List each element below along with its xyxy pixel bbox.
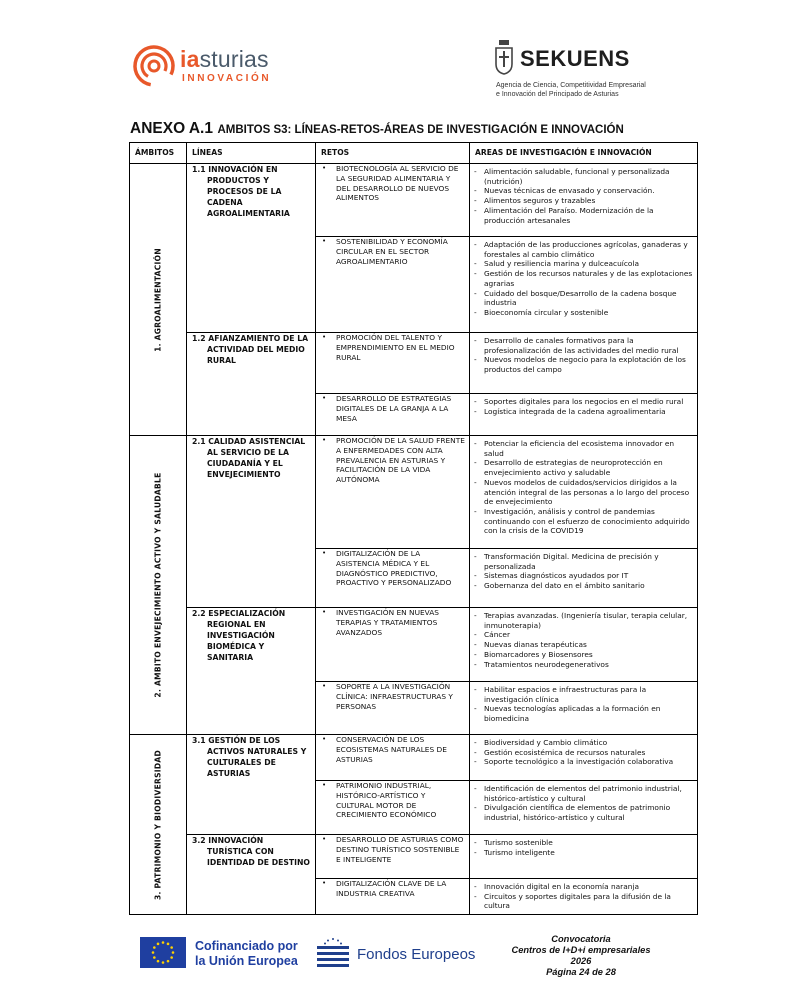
reto-cell <box>316 549 470 608</box>
linea-cell <box>187 735 316 835</box>
area-text: Nuevas técnicas de envasado y conservación. <box>484 186 655 196</box>
reto-label: PROMOCIÓN DEL TALENTO Y EMPRENDIMIENTO EN EL MEDIO RURAL <box>336 333 455 362</box>
area-text: Cáncer <box>484 630 511 640</box>
area-cell <box>470 436 698 549</box>
area-item <box>474 803 693 822</box>
area-item <box>474 407 693 417</box>
area-text: Logística integrada de la cadena agroalimentaria <box>484 406 666 416</box>
area-list <box>470 835 697 859</box>
reto-cell <box>316 608 470 682</box>
area-text: Turismo sostenible <box>484 838 553 847</box>
area-text: Nuevas dianas terapéuticas <box>484 640 587 650</box>
linea-label: 2.1 CALIDAD ASISTENCIAL AL SERVICIO DE LA CIUDADANÍA Y EL ENVEJECIMIENTO <box>192 437 306 479</box>
area-item <box>474 458 693 477</box>
area-text: Biodiversidad y Cambio climático <box>484 738 608 747</box>
linea-label: 1.2 AFIANZAMIENTO DE LA ACTIVIDAD DEL MEDIO RURAL <box>192 334 309 365</box>
iasturias-subtitle: INNOVACIÓN <box>182 73 272 84</box>
area-text: Biomarcadores y Biosensores <box>484 649 593 659</box>
reto-item <box>316 608 469 637</box>
reto-label: DESARROLLO DE ESTRATEGIAS DIGITALES DE LA GRANJA A LA MESA <box>336 394 452 423</box>
area-item <box>474 439 693 458</box>
area-item <box>474 289 693 308</box>
reto-cell <box>316 835 470 879</box>
area-item <box>474 355 693 374</box>
dash-icon: - <box>474 205 477 215</box>
bullet-icon: • <box>322 682 327 690</box>
area-text: Salud y resiliencia marina y dulceacuícola <box>484 259 640 269</box>
area-item <box>474 240 693 259</box>
asturias-crest-icon <box>494 40 514 76</box>
bullet-icon: • <box>322 781 327 789</box>
page-number: Página 24 de 28 <box>546 967 616 977</box>
reto-cell <box>316 735 470 781</box>
eu-star-icon <box>157 960 160 963</box>
reto-cell <box>316 781 470 835</box>
eu-star-icon <box>153 956 156 959</box>
area-text: Cuidado del bosque/Desarrollo de la cadena bosque industria <box>484 288 677 308</box>
dash-icon: - <box>474 659 477 669</box>
reto-label: SOSTENIBILIDAD Y ECONOMÍA CIRCULAR EN EL SECTOR AGROALIMENTARIO <box>336 237 448 266</box>
dash-icon: - <box>474 757 477 767</box>
dash-icon: - <box>474 738 477 747</box>
area-text: Circuitos y soportes digitales para la difusión de la cultura <box>484 891 671 911</box>
area-item <box>474 640 693 650</box>
iasturias-logo <box>132 42 292 90</box>
area-list <box>470 879 697 913</box>
bullet-icon: • <box>322 835 327 843</box>
eu-star-icon <box>167 960 170 963</box>
ambito-label: 3. PATRIMONIO Y BIODIVERSIDAD <box>153 749 163 900</box>
reto-item <box>316 835 469 864</box>
area-item <box>474 336 693 355</box>
area-item <box>474 186 693 196</box>
linea-label: 3.2 INNOVACIÓN TURÍSTICA CON IDENTIDAD DE DESTINO <box>192 836 310 867</box>
area-item <box>474 892 693 911</box>
area-text: Adaptación de las producciones agrícolas, ganaderas y forestales al cambio climático <box>484 240 688 259</box>
area-item <box>474 660 693 670</box>
dash-icon: - <box>474 882 477 891</box>
ambito-cell <box>130 735 187 915</box>
area-cell <box>470 394 698 436</box>
dash-icon: - <box>474 439 477 448</box>
header-retos: RETOS <box>316 143 470 164</box>
table-row <box>130 835 698 879</box>
reto-item <box>316 333 469 362</box>
dash-icon: - <box>474 847 477 857</box>
eu-star-icon <box>172 951 175 954</box>
area-item <box>474 196 693 206</box>
ambito-cell <box>130 164 187 436</box>
area-item <box>474 611 693 630</box>
reto-item <box>316 735 469 764</box>
linea-cell <box>187 164 316 333</box>
area-text: Divulgación científica de elementos de patrimonio industrial, histórico-artístico y cultural <box>484 803 671 823</box>
reto-item <box>316 436 469 485</box>
linea-cell <box>187 608 316 735</box>
area-text: Nuevos modelos de negocio para la explotación de los productos del campo <box>484 355 686 375</box>
reto-label: DIGITALIZACIÓN CLAVE DE LA INDUSTRIA CREATIVA <box>336 879 447 898</box>
dash-icon: - <box>474 685 477 694</box>
area-text: Identificación de elementos del patrimonio industrial, histórico-artístico y cultural <box>484 784 682 803</box>
area-cell <box>470 682 698 735</box>
linea-cell <box>187 333 316 436</box>
convocatoria-block <box>496 934 666 978</box>
dash-icon: - <box>474 196 477 206</box>
area-cell <box>470 879 698 915</box>
dash-icon: - <box>474 891 477 901</box>
table-row <box>130 164 698 237</box>
bullet-icon: • <box>322 549 327 557</box>
reto-item <box>316 879 469 899</box>
area-item <box>474 882 693 892</box>
area-cell <box>470 835 698 879</box>
table-header-row <box>130 143 698 164</box>
dash-icon: - <box>474 186 477 196</box>
bullet-icon: • <box>322 608 327 616</box>
sekuens-logo <box>494 38 664 102</box>
reto-label: INVESTIGACIÓN EN NUEVAS TERAPIAS Y TRATAMIENTOS AVANZADOS <box>336 608 439 637</box>
area-cell <box>470 781 698 835</box>
dash-icon: - <box>474 307 477 317</box>
reto-label: DIGITALIZACIÓN DE LA ASISTENCIA MÉDICA Y EL DIAGNÓSTICO PREDICTIVO, PROACTIVO Y PERSONALIZADO <box>336 549 452 588</box>
area-item <box>474 269 693 288</box>
area-text: Turismo inteligente <box>484 847 555 857</box>
sekuens-wordmark: SEKUENS <box>520 46 630 71</box>
table-row <box>130 608 698 682</box>
reto-label: BIOTECNOLOGÍA AL SERVICIO DE LA SEGURIDAD ALIMENTARIA Y DEL DESARROLLO DE NUEVOS ALIMENTOS <box>336 164 459 203</box>
table-row <box>130 333 698 394</box>
area-text: Bioeconomía circular y sostenible <box>484 307 609 317</box>
eu-star-icon <box>167 943 170 946</box>
area-item <box>474 630 693 640</box>
eu-line-2: la Unión Europea <box>195 954 298 968</box>
dash-icon: - <box>474 704 477 714</box>
table-body <box>130 164 698 915</box>
eu-star-icon <box>162 961 165 964</box>
area-item <box>474 838 693 848</box>
linea-label: 2.2 ESPECIALIZACIÓN REGIONAL EN INVESTIGACIÓN BIOMÉDICA Y SANITARIA <box>192 609 286 662</box>
area-list <box>470 164 697 227</box>
eu-star-icon <box>170 946 173 949</box>
eu-star-icon <box>157 943 160 946</box>
dash-icon: - <box>474 640 477 650</box>
table-row <box>130 735 698 781</box>
area-cell <box>470 333 698 394</box>
area-list <box>470 237 697 320</box>
dash-icon: - <box>474 240 477 249</box>
area-text: Tratamientos neurodegenerativos <box>484 659 609 669</box>
ambito-cell <box>130 436 187 735</box>
area-text: Habilitar espacios e infraestructuras para la investigación clínica <box>484 685 647 704</box>
reto-label: DESARROLLO DE ASTURIAS COMO DESTINO TURÍSTICO SOSTENIBLE E INTELIGENTE <box>336 835 464 864</box>
annex-heading: AMBITOS S3: LÍNEAS-RETOS-ÁREAS DE INVESTIGACIÓN E INNOVACIÓN <box>217 124 624 136</box>
dash-icon: - <box>474 167 477 176</box>
table-row <box>130 436 698 549</box>
bullet-icon: • <box>322 436 327 444</box>
eu-star-icon <box>170 956 173 959</box>
area-list <box>470 333 697 377</box>
area-text: Potenciar la eficiencia del ecosistema innovador en salud <box>484 439 675 458</box>
area-item <box>474 650 693 660</box>
bullet-icon: • <box>322 879 327 887</box>
area-item <box>474 552 693 571</box>
header-ambitos: ÁMBITOS <box>130 143 187 164</box>
annex-title <box>130 120 624 138</box>
conv-title: Convocatoria <box>551 934 611 944</box>
area-item <box>474 748 693 758</box>
area-text: Innovación digital en la economía naranja <box>484 882 639 891</box>
eu-star-icon <box>153 946 156 949</box>
reto-cell <box>316 164 470 237</box>
area-list <box>470 394 697 418</box>
conv-subtitle: Centros de I+D+i empresariales <box>511 945 651 955</box>
reto-item <box>316 682 469 711</box>
reto-cell <box>316 394 470 436</box>
bullet-icon: • <box>322 735 327 743</box>
reto-cell <box>316 333 470 394</box>
reto-item <box>316 781 469 820</box>
area-item <box>474 507 693 536</box>
area-item <box>474 308 693 318</box>
header-areas: AREAS DE INVESTIGACIÓN E INNOVACIÓN <box>470 143 698 164</box>
dash-icon: - <box>474 288 477 298</box>
reto-label: PROMOCIÓN DE LA SALUD FRENTE A ENFERMEDADES CON ALTA PREVALENCIA EN ASTURIAS Y FACILITACIÓN DE LA VIDA AUTÓNOMA <box>336 436 465 485</box>
dash-icon: - <box>474 611 477 620</box>
dash-icon: - <box>474 552 477 561</box>
area-text: Terapias avanzadas. (Ingeniería tisular, terapia celular, inmunoterapia) <box>484 611 688 630</box>
reto-item <box>316 237 469 266</box>
dash-icon: - <box>474 458 477 468</box>
eu-flag-icon <box>140 937 186 968</box>
sekuens-tagline-1: Agencia de Ciencia, Competitividad Empresarial <box>496 82 646 89</box>
dash-icon: - <box>474 259 477 269</box>
area-cell <box>470 164 698 237</box>
area-text: Nuevas tecnologías aplicadas a la formación en biomedicina <box>484 704 661 724</box>
area-text: Alimentación del Paraíso. Modernización de la producción artesanales <box>484 205 654 225</box>
area-item <box>474 259 693 269</box>
conv-year: 2026 <box>570 956 592 966</box>
dash-icon: - <box>474 581 477 591</box>
bullet-icon: • <box>322 394 327 402</box>
reto-item <box>316 394 469 423</box>
area-text: Nuevos modelos de cuidados/servicios dirigidos a la atención integral de las personas a lo largo del proceso de envejecimiento <box>484 477 690 507</box>
iasturias-wordmark: iasturias <box>180 46 269 72</box>
area-list <box>470 781 697 825</box>
sekuens-tagline-2: e Innovación del Principado de Asturias <box>496 91 619 98</box>
reto-item <box>316 164 469 203</box>
dash-icon: - <box>474 803 477 813</box>
eu-star-icon <box>162 941 165 944</box>
area-list <box>470 682 697 726</box>
dash-icon: - <box>474 838 477 847</box>
ambito-label: 1. AGROALIMENTACIÓN <box>153 247 163 352</box>
reto-label: SOPORTE A LA INVESTIGACIÓN CLÍNICA: INFRAESTRUCTURAS Y PERSONAS <box>336 682 453 711</box>
annex-prefix: ANEXO A.1 <box>130 120 213 137</box>
area-cell <box>470 237 698 333</box>
area-cell <box>470 549 698 608</box>
reto-cell <box>316 436 470 549</box>
eu-cofinanced-label <box>195 939 298 969</box>
area-text: Desarrollo de canales formativos para la profesionalización de las actividades del medio rural <box>484 336 679 355</box>
area-text: Soportes digitales para los negocios en el medio rural <box>484 397 684 406</box>
area-list <box>470 549 697 593</box>
dash-icon: - <box>474 784 477 793</box>
iasturias-circles-icon <box>132 44 176 88</box>
area-text: Investigación, análisis y control de pandemias continuando con el esfuerzo de conocimiento adquirido con la crisis de la COVID19 <box>484 506 690 536</box>
area-list <box>470 735 697 769</box>
area-text: Alimentación saludable, funcional y personalizada (nutrición) <box>484 167 670 186</box>
linea-label: 3.1 GESTIÓN DE LOS ACTIVOS NATURALES Y CULTURALES DE ASTURIAS <box>192 736 307 778</box>
s3-table <box>129 142 698 915</box>
area-item <box>474 167 693 186</box>
area-list <box>470 436 697 538</box>
reto-item <box>316 549 469 588</box>
area-item <box>474 757 693 767</box>
eu-line-1: Cofinanciado por <box>195 939 298 953</box>
linea-cell <box>187 436 316 608</box>
area-text: Soporte tecnológico a la investigación colaborativa <box>484 757 674 767</box>
reto-label: CONSERVACIÓN DE LOS ECOSISTEMAS NATURALES DE ASTURIAS <box>336 735 447 764</box>
dash-icon: - <box>474 747 477 757</box>
area-cell <box>470 608 698 682</box>
dash-icon: - <box>474 506 477 516</box>
area-item <box>474 206 693 225</box>
area-item <box>474 738 693 748</box>
bullet-icon: • <box>322 333 327 341</box>
area-item <box>474 704 693 723</box>
area-item <box>474 685 693 704</box>
eu-star-icon <box>152 951 155 954</box>
reto-label: PATRIMONIO INDUSTRIAL, HISTÓRICO-ARTÍSTICO Y CULTURAL MOTOR DE CRECIMIENTO ECONÓMICO <box>336 781 437 820</box>
area-item <box>474 397 693 407</box>
area-item <box>474 571 693 581</box>
area-text: Gestión de los recursos naturales y de las explotaciones agrarias <box>484 269 693 288</box>
area-text: Alimentos seguros y trazables <box>484 196 596 206</box>
area-text: Sistemas diagnósticos ayudados por IT <box>484 571 629 581</box>
bullet-icon: • <box>322 164 327 172</box>
dash-icon: - <box>474 649 477 659</box>
area-list <box>470 608 697 671</box>
dash-icon: - <box>474 406 477 416</box>
area-item <box>474 784 693 803</box>
dash-icon: - <box>474 269 477 279</box>
area-item <box>474 581 693 591</box>
fondos-europeos-icon <box>313 937 353 969</box>
bullet-icon: • <box>322 237 327 245</box>
fondos-europeos-label: Fondos Europeos <box>357 946 476 963</box>
linea-label: 1.1 INNOVACIÓN EN PRODUCTOS Y PROCESOS DE LA CADENA AGROALIMENTARIA <box>192 165 290 218</box>
reto-cell <box>316 682 470 735</box>
dash-icon: - <box>474 630 477 640</box>
dash-icon: - <box>474 571 477 581</box>
area-item <box>474 848 693 858</box>
dash-icon: - <box>474 336 477 345</box>
area-text: Desarrollo de estrategias de neuroprotección en envejecimiento activo y saludable <box>484 458 663 478</box>
reto-cell <box>316 237 470 333</box>
area-text: Transformación Digital. Medicina de precisión y personalizada <box>484 552 659 571</box>
ambito-label: 2. AMBITO ENVEJECIMIENTO ACTIVO Y SALUDABLE <box>153 472 163 698</box>
reto-cell <box>316 879 470 915</box>
area-cell <box>470 735 698 781</box>
header-lineas: LÍNEAS <box>187 143 316 164</box>
dash-icon: - <box>474 355 477 365</box>
dash-icon: - <box>474 397 477 406</box>
linea-cell <box>187 835 316 915</box>
area-text: Gobernanza del dato en el ámbito sanitario <box>484 581 645 591</box>
dash-icon: - <box>474 477 477 487</box>
area-item <box>474 478 693 507</box>
area-text: Gestión ecosistémica de recursos naturales <box>484 747 646 757</box>
